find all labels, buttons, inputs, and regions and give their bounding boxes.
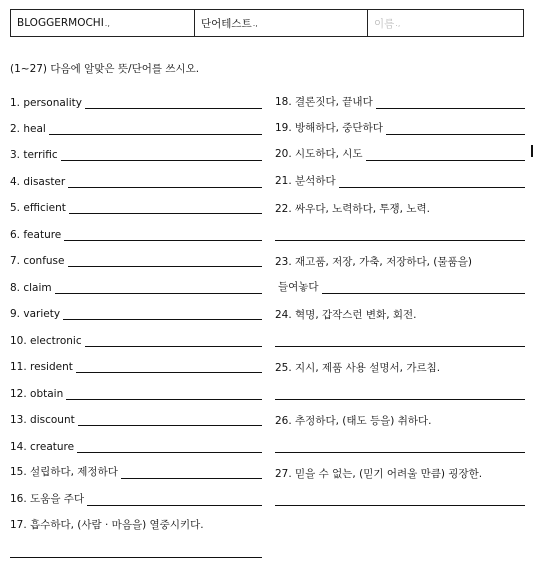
question-row — [10, 253, 262, 267]
test-title: 단어테스트 — [201, 17, 252, 30]
question-label: 18. 결론짓다, 끝내다 — [275, 96, 373, 108]
question-row — [275, 147, 525, 161]
question-label: 23. 재고품, 저장, 가축, 저장하다, (물품을) — [275, 256, 472, 268]
question-label: 24. 혁명, 갑작스런 변화, 회전. — [275, 309, 417, 321]
question-row — [10, 174, 262, 188]
question-label: 4. disaster — [10, 176, 66, 188]
question-row — [10, 280, 262, 294]
question-row — [275, 95, 525, 109]
question-row — [275, 280, 525, 294]
question-label: 6. feature — [10, 229, 62, 241]
question-row — [10, 227, 262, 241]
answer-line[interactable] — [85, 98, 262, 109]
question-row — [10, 439, 262, 453]
answer-line[interactable] — [69, 203, 262, 214]
question-label: 12. obtain — [10, 388, 64, 400]
answer-line[interactable] — [275, 505, 525, 506]
question-label: 11. resident — [10, 361, 73, 373]
question-label: 16. 도움을 주다 — [10, 493, 85, 505]
question-row — [10, 306, 262, 320]
header-table — [10, 9, 524, 37]
margin-mark — [531, 145, 533, 157]
name-field[interactable]: 이름 ., — [374, 17, 401, 30]
question-row — [10, 465, 262, 479]
answer-line[interactable] — [68, 177, 262, 188]
answer-line[interactable] — [275, 452, 525, 453]
question-row — [10, 200, 262, 214]
question-row — [10, 147, 262, 161]
answer-line[interactable] — [64, 230, 262, 241]
question-label: 15. 설립하다, 제정하다 — [10, 466, 118, 478]
answer-line[interactable] — [49, 124, 262, 135]
question-label: 20. 시도하다, 시도 — [275, 148, 363, 160]
question-label: 들여놓다 — [278, 281, 319, 293]
question-label: 9. variety — [10, 308, 61, 320]
question-label: 10. electronic — [10, 335, 82, 347]
answer-line[interactable] — [275, 346, 525, 347]
question-label: 21. 분석하다 — [275, 175, 336, 187]
question-row — [10, 386, 262, 400]
question-row — [10, 412, 262, 426]
answer-line[interactable] — [55, 283, 262, 294]
question-label: 1. personality — [10, 97, 82, 109]
question-row — [10, 95, 262, 109]
site-name-cell: BLOGGERMOCHI ., — [11, 10, 195, 36]
question-row — [10, 121, 262, 135]
question-row — [275, 121, 525, 135]
answer-line[interactable] — [66, 389, 262, 400]
answer-line[interactable] — [366, 150, 525, 161]
question-label: 2. heal — [10, 123, 46, 135]
answer-line[interactable] — [121, 468, 262, 479]
question-label: 19. 방해하다, 중단하다 — [275, 122, 383, 134]
question-label: 22. 싸우다, 노력하다, 투쟁, 노력. — [275, 203, 430, 215]
answer-line[interactable] — [322, 283, 525, 294]
answer-line[interactable] — [77, 442, 262, 453]
answer-line[interactable] — [87, 495, 262, 506]
name-placeholder: 이름 — [374, 17, 395, 30]
answer-line[interactable] — [275, 240, 525, 241]
answer-line[interactable] — [386, 124, 525, 135]
question-label: 14. creature — [10, 441, 75, 453]
answer-line[interactable] — [76, 362, 262, 373]
question-row — [10, 492, 262, 506]
answer-line[interactable] — [376, 98, 525, 109]
question-label: 17. 흡수하다, (사람 · 마음을) 열중시키다. — [10, 519, 204, 531]
answer-line[interactable] — [339, 177, 525, 188]
test-title-cell: 단어테스트 ., — [195, 10, 368, 36]
question-label: 25. 지시, 제품 사용 설명서, 가르침. — [275, 362, 441, 374]
question-label: 26. 추정하다, (태도 등을) 취하다. — [275, 415, 432, 427]
question-label: 13. discount — [10, 414, 75, 426]
answer-line[interactable] — [10, 557, 262, 558]
instruction: (1~27) 다음에 알맞은 뜻/단어를 쓰시오. — [10, 63, 200, 75]
question-label: 27. 믿을 수 없는, (믿기 어려울 만큼) 굉장한. — [275, 468, 483, 480]
question-label: 3. terrific — [10, 149, 58, 161]
answer-line[interactable] — [68, 256, 263, 267]
question-label: 5. efficient — [10, 202, 66, 214]
answer-line[interactable] — [78, 415, 262, 426]
question-row — [10, 333, 262, 347]
question-label: 7. confuse — [10, 255, 65, 267]
answer-line[interactable] — [61, 150, 262, 161]
question-row — [275, 174, 525, 188]
site-name: BLOGGERMOCHI — [17, 17, 104, 29]
question-label: 8. claim — [10, 282, 52, 294]
question-row — [10, 359, 262, 373]
answer-line[interactable] — [63, 309, 262, 320]
answer-line[interactable] — [85, 336, 262, 347]
answer-line[interactable] — [275, 399, 525, 400]
